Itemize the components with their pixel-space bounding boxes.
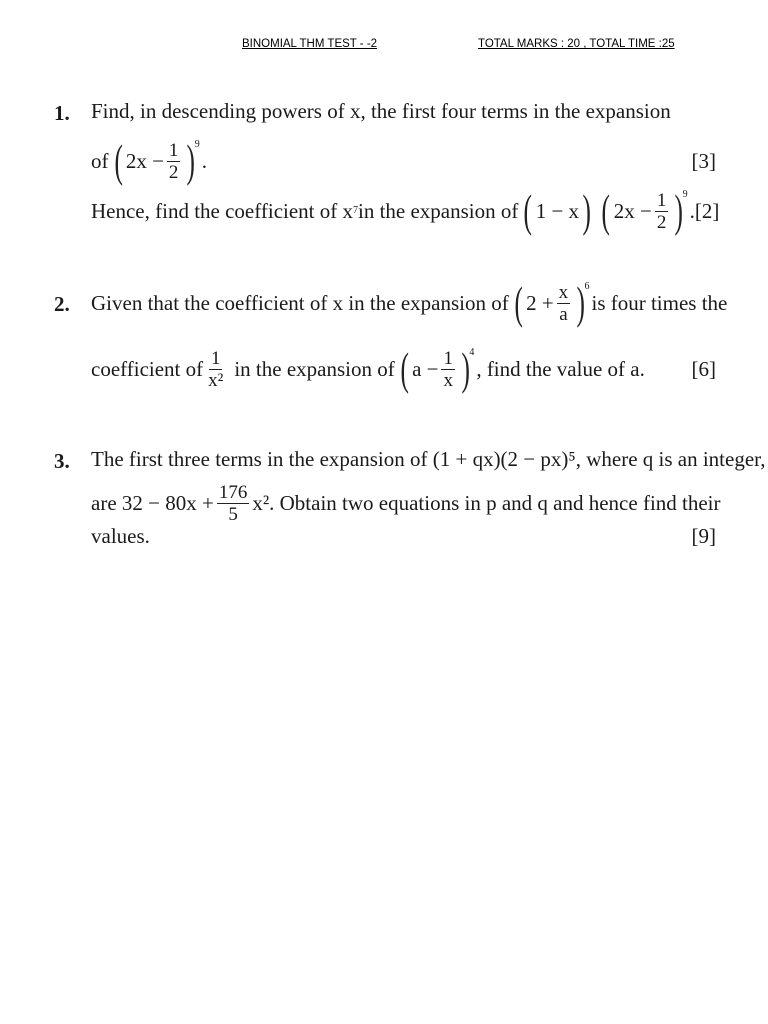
question-1-first-factor: ( 1 − x ): [523, 185, 591, 236]
question-3-line-1: [91, 447, 766, 471]
question-3-number: 3.: [54, 449, 70, 473]
question-3-marks: [9]: [691, 524, 716, 548]
question-1-bracket-expression: ( 2x − $\frac{1}{2}$ ) 9: [113, 135, 200, 186]
question-1-marks-a: [3]: [691, 148, 716, 173]
question-1-second-power: 9: [682, 189, 688, 200]
question-2-second-expr-term: a −: [412, 356, 439, 381]
question-2-four-times-text: is four times the: [591, 290, 728, 315]
question-2-marks: [6]: [691, 356, 716, 381]
question-2-coefficient-text: coefficient of: [91, 356, 204, 381]
question-1-marks-b: [2]: [694, 198, 720, 223]
question-1-period-2: .: [689, 198, 695, 223]
question-1-expr-term: 2x −: [125, 148, 164, 173]
marks-and-time: TOTAL MARKS : 20 , TOTAL TIME :25: [478, 38, 675, 50]
question-1-second-factor: ( 2x − $\frac{1}{2}$ ) 9: [601, 185, 688, 236]
question-2-expr-term: 2 +: [526, 290, 554, 315]
question-1-line-1: [91, 101, 716, 122]
question-1-power: 9: [194, 139, 200, 150]
question-2-reciprocal-fraction: $\frac{1}{\text{x²}}$: [208, 347, 224, 391]
question-1-period: .: [201, 148, 207, 173]
question-1-line-3: Hence, find the coefficient of x 7 in the expansion of ( 1 − x ) ( 2x − $\frac{1}{2}$ ) 9 . [2]: [91, 185, 720, 236]
question-1-fraction: $\frac{1}{2}$: [168, 139, 179, 183]
question-2-line-1: [91, 277, 728, 328]
question-1-hence-text: Hence, find the coefficient of x: [91, 198, 353, 223]
question-1-second-factor-text: 2x −: [613, 198, 652, 223]
test-title: BINOMIAL THM TEST - -2: [242, 38, 378, 50]
question-2-expansion-text: in the expansion of: [234, 356, 395, 381]
question-3-fraction: $\frac{176}{5}$: [218, 481, 248, 525]
question-1-second-fraction: $\frac{1}{2}$: [656, 189, 667, 233]
question-3-text: The first three terms in the expansion of (1 + qx)(2 − px)⁵, where q is an integer,: [91, 447, 766, 471]
question-2-text: Given that the coefficient of x in the expansion of: [91, 290, 509, 315]
question-1-of: of: [91, 148, 109, 173]
question-3-values-text: values.: [91, 524, 150, 548]
question-3-line-3: [91, 526, 716, 547]
question-2-find-text: , find the value of a.: [476, 356, 645, 381]
question-2-second-bracket: ( a − $\frac{1}{x}$ ) 4: [400, 343, 475, 394]
question-3-terms-text: are 32 − 80x +: [91, 490, 214, 515]
question-1-first-factor-text: 1 − x: [535, 198, 580, 223]
question-2-power: 6: [584, 281, 590, 292]
question-2-bracket-expression: ( 2 + $\frac{x}{a}$ ) 6: [514, 277, 590, 328]
question-3-line-2: [91, 480, 721, 526]
question-2-second-power: 4: [469, 347, 475, 358]
question-3-obtain-text: x². Obtain two equations in p and q and hence find their: [252, 490, 721, 515]
question-1-expansion-text: in the expansion of: [358, 198, 519, 223]
question-2-line-2: [91, 343, 716, 395]
question-1-number: 1.: [54, 101, 70, 125]
question-2-number: 2.: [54, 292, 70, 316]
question-2-fraction: $\frac{x}{a}$: [558, 281, 569, 325]
question-1-line-2: [91, 135, 716, 186]
question-2-second-fraction: $\frac{1}{x}$: [443, 347, 453, 391]
question-1-text: Find, in descending powers of x, the first four terms in the expansion: [91, 99, 671, 123]
